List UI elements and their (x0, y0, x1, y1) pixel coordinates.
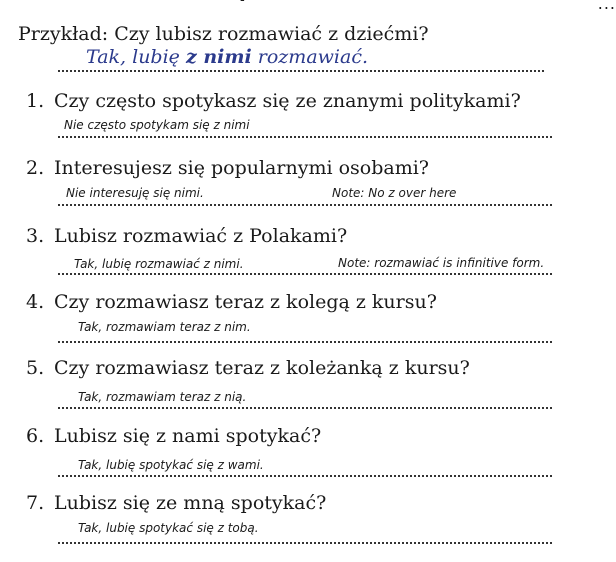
answer-line-2 (58, 204, 552, 206)
question-4 (26, 290, 586, 314)
example-answer (86, 46, 368, 68)
question-number-4: 4. (26, 291, 45, 313)
answer-5[interactable]: Tak, rozmawiam teraz z nią. (78, 390, 247, 404)
question-text-5: Czy rozmawiasz teraz z koleżanką z kursu? (54, 357, 470, 379)
question-7 (26, 491, 586, 515)
question-text-1: Czy często spotykasz się ze znanymi politykami? (54, 90, 521, 112)
question-2 (26, 156, 586, 180)
question-5 (26, 356, 586, 380)
answer-2[interactable]: Nie interesuję się nimi. (66, 186, 204, 200)
example-block (18, 22, 578, 68)
answer-line-5 (58, 407, 552, 409)
exercise-item-2 (26, 156, 586, 200)
exercise-item-3 (26, 224, 586, 271)
question-number-5: 5. (26, 357, 45, 379)
exercise-item-5 (26, 356, 586, 404)
exercise-item-4 (26, 290, 586, 334)
answer-4[interactable]: Tak, rozmawiam teraz z nim. (78, 320, 251, 334)
answer-line-3 (58, 273, 552, 275)
answer-line-4 (58, 341, 552, 343)
exercise-item-6 (26, 424, 586, 472)
answer-line-7 (58, 542, 552, 544)
answer-1[interactable]: Nie często spotykam się z nimi (64, 118, 250, 132)
question-number-2: 2. (26, 157, 45, 179)
question-text-4: Czy rozmawiasz teraz z kolegą z kursu? (54, 291, 437, 313)
question-text-7: Lubisz się ze mną spotykać? (54, 492, 327, 514)
question-number-7: 7. (26, 492, 45, 514)
question-3 (26, 224, 586, 248)
top-edge-mark: - (240, 0, 245, 8)
example-answer-bold: z nimi (185, 46, 252, 68)
question-text-2: Interesujesz się popularnymi osobami? (54, 157, 429, 179)
answer-line-1 (58, 136, 552, 138)
answer-3[interactable]: Tak, lubię rozmawiać z nimi. (74, 257, 244, 271)
example-question: Przykład: Czy lubisz rozmawiać z dziećmi? (18, 23, 429, 45)
question-text-3: Lubisz rozmawiać z Polakami? (54, 225, 348, 247)
corner-dots: ... (597, 0, 616, 13)
question-6 (26, 424, 586, 448)
exercise-item-7 (26, 491, 586, 535)
example-answer-line (58, 70, 544, 72)
answer-line-6 (58, 475, 552, 477)
question-number-6: 6. (26, 425, 45, 447)
question-number-3: 3. (26, 225, 45, 247)
question-number-1: 1. (26, 90, 45, 112)
note-2: Note: No z over here (332, 186, 457, 200)
answer-7[interactable]: Tak, lubię spotykać się z tobą. (78, 521, 259, 535)
question-1 (26, 89, 586, 113)
exercise-item-1 (26, 89, 586, 132)
note-3: Note: rozmawiać is infinitive form. (338, 256, 545, 270)
example-answer-part2: rozmawiać. (251, 46, 368, 68)
question-text-6: Lubisz się z nami spotykać? (54, 425, 322, 447)
answer-6[interactable]: Tak, lubię spotykać się z wami. (78, 458, 264, 472)
example-answer-part1: Tak, lubię (86, 46, 186, 68)
